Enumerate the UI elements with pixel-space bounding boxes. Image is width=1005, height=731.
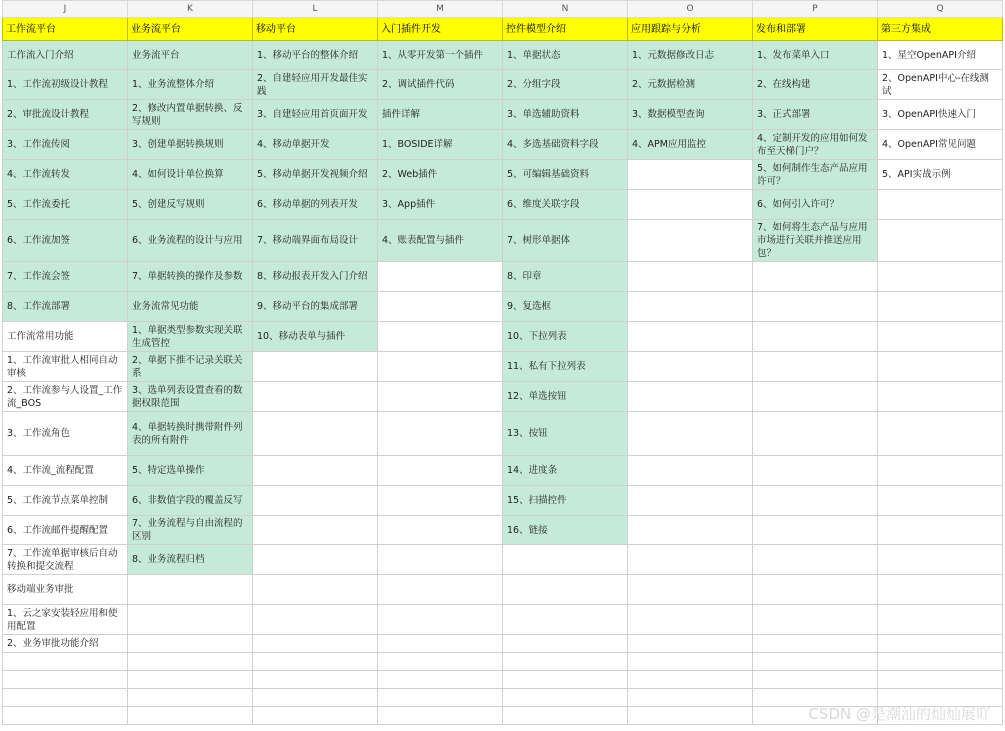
cell-P17[interactable] (753, 486, 878, 516)
cell-L10[interactable]: 8、移动报表开发入门介绍 (253, 262, 378, 292)
cell-M10[interactable] (378, 262, 503, 292)
cell-M7[interactable]: 2、Web插件 (378, 160, 503, 190)
cell-L24[interactable] (253, 671, 378, 689)
cell-N18[interactable]: 16、链接 (503, 516, 628, 545)
cell-N4[interactable]: 2、分组字段 (503, 70, 628, 100)
cell-P9[interactable]: 7、如何将生态产品与应用市场进行关联并推送应用包？ (753, 220, 878, 262)
cell-O9[interactable] (628, 220, 753, 262)
cell-N23[interactable] (503, 653, 628, 671)
sheet-row (3, 412, 1003, 456)
cell-Q24[interactable] (878, 671, 1003, 689)
cell-L25[interactable] (253, 689, 378, 707)
cell-P22[interactable] (753, 635, 878, 653)
cell-J4[interactable]: 1、工作流初级设计教程 (3, 70, 128, 100)
cell-J7[interactable]: 4、工作流转发 (3, 160, 128, 190)
cell-K17[interactable]: 6、非数值字段的覆盖反写 (128, 486, 253, 516)
cell-J26[interactable] (3, 707, 128, 725)
cell-P6[interactable]: 4、定制开发的应用如何发布至天梯门户？ (753, 130, 878, 160)
cell-M26[interactable] (378, 707, 503, 725)
cell-K9[interactable]: 6、业务流程的设计与应用 (128, 220, 253, 262)
sheet-row (3, 292, 1003, 322)
cell-M6[interactable]: 1、BOSIDE详解 (378, 130, 503, 160)
cell-M15[interactable] (378, 412, 503, 456)
cell-M4[interactable]: 2、调试插件代码 (378, 70, 503, 100)
column-header-J[interactable]: J (3, 1, 128, 18)
cell-M17[interactable] (378, 486, 503, 516)
cell-J13[interactable]: 1、工作流审批人相同自动审核 (3, 352, 128, 382)
cell-L12[interactable]: 10、移动表单与插件 (253, 322, 378, 352)
cell-O6[interactable]: 4、APM应用监控 (628, 130, 753, 160)
sheet-row (3, 516, 1003, 545)
cell-P15[interactable] (753, 412, 878, 456)
cell-P4[interactable]: 2、在线构建 (753, 70, 878, 100)
cell-K8[interactable]: 5、创建反写规则 (128, 190, 253, 220)
cell-L8[interactable]: 6、移动单据的列表开发 (253, 190, 378, 220)
cell-N17[interactable]: 15、扫描控件 (503, 486, 628, 516)
column-header-N[interactable]: N (503, 1, 628, 18)
cell-L22[interactable] (253, 635, 378, 653)
cell-K15[interactable]: 4、单据转换时携带附件列表的所有附件 (128, 412, 253, 456)
cell-J10[interactable]: 7、工作流会签 (3, 262, 128, 292)
sheet-row (3, 41, 1003, 70)
cell-P5[interactable]: 3、正式部署 (753, 100, 878, 130)
cell-O12[interactable] (628, 322, 753, 352)
cell-Q15[interactable] (878, 412, 1003, 456)
cell-Q16[interactable] (878, 456, 1003, 486)
cell-P24[interactable] (753, 671, 878, 689)
cell-P16[interactable] (753, 456, 878, 486)
cell-N3[interactable]: 1、单据状态 (503, 41, 628, 70)
header-cell-K[interactable]: 业务流平台 (128, 18, 253, 41)
cell-P8[interactable]: 6、如何引入许可？ (753, 190, 878, 220)
cell-J25[interactable] (3, 689, 128, 707)
cell-P7[interactable]: 5、如何制作生态产品应用许可？ (753, 160, 878, 190)
header-cell-P[interactable]: 发布和部署 (753, 18, 878, 41)
sheet-row (3, 70, 1003, 100)
cell-J9[interactable]: 6、工作流加签 (3, 220, 128, 262)
cell-K20[interactable] (128, 575, 253, 605)
cell-M8[interactable]: 3、App插件 (378, 190, 503, 220)
cell-O4[interactable]: 2、元数据检测 (628, 70, 753, 100)
cell-L4[interactable]: 2、自建轻应用开发最佳实践 (253, 70, 378, 100)
cell-J6[interactable]: 3、工作流传阅 (3, 130, 128, 160)
cell-K6[interactable]: 3、创建单据转换规则 (128, 130, 253, 160)
sheet-row (3, 382, 1003, 412)
cell-K12[interactable]: 1、单据类型参数实现关联生成管控 (128, 322, 253, 352)
cell-M14[interactable] (378, 382, 503, 412)
cell-L18[interactable] (253, 516, 378, 545)
cell-K24[interactable] (128, 671, 253, 689)
cell-Q22[interactable] (878, 635, 1003, 653)
sheet-row (3, 352, 1003, 382)
cell-K26[interactable] (128, 707, 253, 725)
cell-N15[interactable]: 13、按钮 (503, 412, 628, 456)
cell-O21[interactable] (628, 605, 753, 635)
sheet-row (3, 575, 1003, 605)
cell-K13[interactable]: 2、单据下推不记录关联关系 (128, 352, 253, 382)
column-header-K[interactable]: K (128, 1, 253, 18)
column-header-M[interactable]: M (378, 1, 503, 18)
cell-J18[interactable]: 6、工作流邮件提醒配置 (3, 516, 128, 545)
cell-O10[interactable] (628, 262, 753, 292)
cell-L15[interactable] (253, 412, 378, 456)
sheet-row (3, 100, 1003, 130)
cell-Q11[interactable] (878, 292, 1003, 322)
cell-N7[interactable]: 5、可编辑基础资料 (503, 160, 628, 190)
cell-J5[interactable]: 2、审批流设计教程 (3, 100, 128, 130)
cell-N6[interactable]: 4、多选基础资料字段 (503, 130, 628, 160)
cell-J22[interactable]: 2、业务审批功能介绍 (3, 635, 128, 653)
spreadsheet-grid (2, 0, 1003, 725)
cell-N11[interactable]: 9、复选框 (503, 292, 628, 322)
header-cell-J[interactable]: 工作流平台 (3, 18, 128, 41)
cell-P11[interactable] (753, 292, 878, 322)
cell-K3[interactable]: 业务流平台 (128, 41, 253, 70)
cell-K4[interactable]: 1、业务流整体介绍 (128, 70, 253, 100)
cell-L17[interactable] (253, 486, 378, 516)
cell-M19[interactable] (378, 545, 503, 575)
cell-J15[interactable]: 3、工作流角色 (3, 412, 128, 456)
cell-L20[interactable] (253, 575, 378, 605)
cell-M13[interactable] (378, 352, 503, 382)
cell-J24[interactable] (3, 671, 128, 689)
cell-L14[interactable] (253, 382, 378, 412)
column-header-P[interactable]: P (753, 1, 878, 18)
cell-O17[interactable] (628, 486, 753, 516)
cell-Q17[interactable] (878, 486, 1003, 516)
cell-J17[interactable]: 5、工作流节点菜单控制 (3, 486, 128, 516)
cell-P20[interactable] (753, 575, 878, 605)
cell-P10[interactable] (753, 262, 878, 292)
cell-L21[interactable] (253, 605, 378, 635)
cell-K21[interactable] (128, 605, 253, 635)
cell-O14[interactable] (628, 382, 753, 412)
cell-L16[interactable] (253, 456, 378, 486)
cell-L11[interactable]: 9、移动平台的集成部署 (253, 292, 378, 322)
cell-Q4[interactable]: 2、OpenAPI中心-在线测试 (878, 70, 1003, 100)
cell-P23[interactable] (753, 653, 878, 671)
cell-P19[interactable] (753, 545, 878, 575)
cell-J16[interactable]: 4、工作流_流程配置 (3, 456, 128, 486)
cell-Q18[interactable] (878, 516, 1003, 545)
cell-J23[interactable] (3, 653, 128, 671)
cell-N13[interactable]: 11、私有下拉列表 (503, 352, 628, 382)
cell-M23[interactable] (378, 653, 503, 671)
cell-P18[interactable] (753, 516, 878, 545)
cell-O25[interactable] (628, 689, 753, 707)
cell-N24[interactable] (503, 671, 628, 689)
cell-O22[interactable] (628, 635, 753, 653)
cell-K25[interactable] (128, 689, 253, 707)
cell-K14[interactable]: 3、选单列表设置查看的数据权限范围 (128, 382, 253, 412)
cell-O19[interactable] (628, 545, 753, 575)
cell-O3[interactable]: 1、元数据修改日志 (628, 41, 753, 70)
cell-K5[interactable]: 2、修改内置单据转换、反写规则 (128, 100, 253, 130)
cell-O20[interactable] (628, 575, 753, 605)
cell-J21[interactable]: 1、云之家安装轻应用和使用配置 (3, 605, 128, 635)
cell-O18[interactable] (628, 516, 753, 545)
cell-Q23[interactable] (878, 653, 1003, 671)
cell-Q3[interactable]: 1、星空OpenAPI介绍 (878, 41, 1003, 70)
cell-L19[interactable] (253, 545, 378, 575)
sheet-row (3, 220, 1003, 262)
cell-N25[interactable] (503, 689, 628, 707)
sheet-row (3, 635, 1003, 653)
cell-J14[interactable]: 2、工作流参与人设置_工作流_BOS (3, 382, 128, 412)
column-header-O[interactable]: O (628, 1, 753, 18)
cell-N5[interactable]: 3、单选辅助资料 (503, 100, 628, 130)
cell-P12[interactable] (753, 322, 878, 352)
header-cell-L[interactable]: 移动平台 (253, 18, 378, 41)
cell-M3[interactable]: 1、从零开发第一个插件 (378, 41, 503, 70)
sheet-row (3, 190, 1003, 220)
cell-O23[interactable] (628, 653, 753, 671)
cell-L26[interactable] (253, 707, 378, 725)
cell-Q5[interactable]: 3、OpenAPI快速入门 (878, 100, 1003, 130)
cell-N14[interactable]: 12、单选按钮 (503, 382, 628, 412)
cell-J8[interactable]: 5、工作流委托 (3, 190, 128, 220)
cell-K18[interactable]: 7、业务流程与自由流程的区别 (128, 516, 253, 545)
cell-Q19[interactable] (878, 545, 1003, 575)
cell-N20[interactable] (503, 575, 628, 605)
cell-L7[interactable]: 5、移动单据开发视频介绍 (253, 160, 378, 190)
sheet-row (3, 671, 1003, 689)
cell-J12[interactable]: 工作流常用功能 (3, 322, 128, 352)
cell-Q6[interactable]: 4、OpenAPI常见问题 (878, 130, 1003, 160)
sheet-row (3, 322, 1003, 352)
cell-N21[interactable] (503, 605, 628, 635)
cell-K22[interactable] (128, 635, 253, 653)
cell-L13[interactable] (253, 352, 378, 382)
sheet-row (3, 653, 1003, 671)
cell-O5[interactable]: 3、数据模型查询 (628, 100, 753, 130)
watermark: CSDN @是潮汕的灿灿展吖 (808, 705, 991, 723)
cell-M16[interactable] (378, 456, 503, 486)
cell-N12[interactable]: 10、下拉列表 (503, 322, 628, 352)
cell-L9[interactable]: 7、移动端界面布局设计 (253, 220, 378, 262)
cell-O26[interactable] (628, 707, 753, 725)
cell-O16[interactable] (628, 456, 753, 486)
cell-Q8[interactable] (878, 190, 1003, 220)
cell-N22[interactable] (503, 635, 628, 653)
sheet-row (3, 456, 1003, 486)
sheet-row (3, 605, 1003, 635)
cell-O24[interactable] (628, 671, 753, 689)
cell-M12[interactable] (378, 322, 503, 352)
cell-J3[interactable]: 工作流入门介绍 (3, 41, 128, 70)
cell-N10[interactable]: 8、印章 (503, 262, 628, 292)
cell-K7[interactable]: 4、如何设计单位换算 (128, 160, 253, 190)
cell-L3[interactable]: 1、移动平台的整体介绍 (253, 41, 378, 70)
cell-O8[interactable] (628, 190, 753, 220)
cell-N8[interactable]: 6、维度关联字段 (503, 190, 628, 220)
cell-K23[interactable] (128, 653, 253, 671)
header-cell-M[interactable]: 入门插件开发 (378, 18, 503, 41)
cell-Q20[interactable] (878, 575, 1003, 605)
cell-M18[interactable] (378, 516, 503, 545)
cell-N16[interactable]: 14、进度条 (503, 456, 628, 486)
cell-P21[interactable] (753, 605, 878, 635)
cell-N19[interactable] (503, 545, 628, 575)
cell-Q9[interactable] (878, 220, 1003, 262)
cell-Q10[interactable] (878, 262, 1003, 292)
cell-M20[interactable] (378, 575, 503, 605)
cell-M5[interactable]: 插件详解 (378, 100, 503, 130)
cell-L5[interactable]: 3、自建轻应用首页面开发 (253, 100, 378, 130)
cell-J11[interactable]: 8、工作流部署 (3, 292, 128, 322)
cell-K10[interactable]: 7、单据转换的操作及参数 (128, 262, 253, 292)
cell-P14[interactable] (753, 382, 878, 412)
cell-Q21[interactable] (878, 605, 1003, 635)
sheet-row (3, 545, 1003, 575)
header-cell-Q[interactable]: 第三方集成 (878, 18, 1003, 41)
cell-N26[interactable] (503, 707, 628, 725)
cell-M22[interactable] (378, 635, 503, 653)
cell-Q13[interactable] (878, 352, 1003, 382)
cell-L6[interactable]: 4、移动单据开发 (253, 130, 378, 160)
cell-J20[interactable]: 移动端业务审批 (3, 575, 128, 605)
cell-M24[interactable] (378, 671, 503, 689)
cell-K19[interactable]: 8、业务流程归档 (128, 545, 253, 575)
cell-K16[interactable]: 5、特定选单操作 (128, 456, 253, 486)
header-cell-O[interactable]: 应用跟踪与分析 (628, 18, 753, 41)
cell-O11[interactable] (628, 292, 753, 322)
sheet-row (3, 160, 1003, 190)
cell-O15[interactable] (628, 412, 753, 456)
cell-Q14[interactable] (878, 382, 1003, 412)
cell-Q7[interactable]: 5、API实战示例 (878, 160, 1003, 190)
header-cell-N[interactable]: 控件模型介绍 (503, 18, 628, 41)
cell-M21[interactable] (378, 605, 503, 635)
cell-P13[interactable] (753, 352, 878, 382)
sheet-row (3, 130, 1003, 160)
cell-M9[interactable]: 4、账表配置与插件 (378, 220, 503, 262)
cell-M25[interactable] (378, 689, 503, 707)
cell-L23[interactable] (253, 653, 378, 671)
cell-O13[interactable] (628, 352, 753, 382)
cell-J19[interactable]: 7、工作流单据审核后自动转换和提交流程 (3, 545, 128, 575)
cell-N9[interactable]: 7、树形单据体 (503, 220, 628, 262)
cell-M11[interactable] (378, 292, 503, 322)
column-header-Q[interactable]: Q (878, 1, 1003, 18)
sheet-row (3, 486, 1003, 516)
sheet-row (3, 262, 1003, 292)
cell-Q12[interactable] (878, 322, 1003, 352)
cell-K11[interactable]: 业务流常见功能 (128, 292, 253, 322)
column-header-L[interactable]: L (253, 1, 378, 18)
cell-P3[interactable]: 1、发布菜单入口 (753, 41, 878, 70)
cell-O7[interactable] (628, 160, 753, 190)
